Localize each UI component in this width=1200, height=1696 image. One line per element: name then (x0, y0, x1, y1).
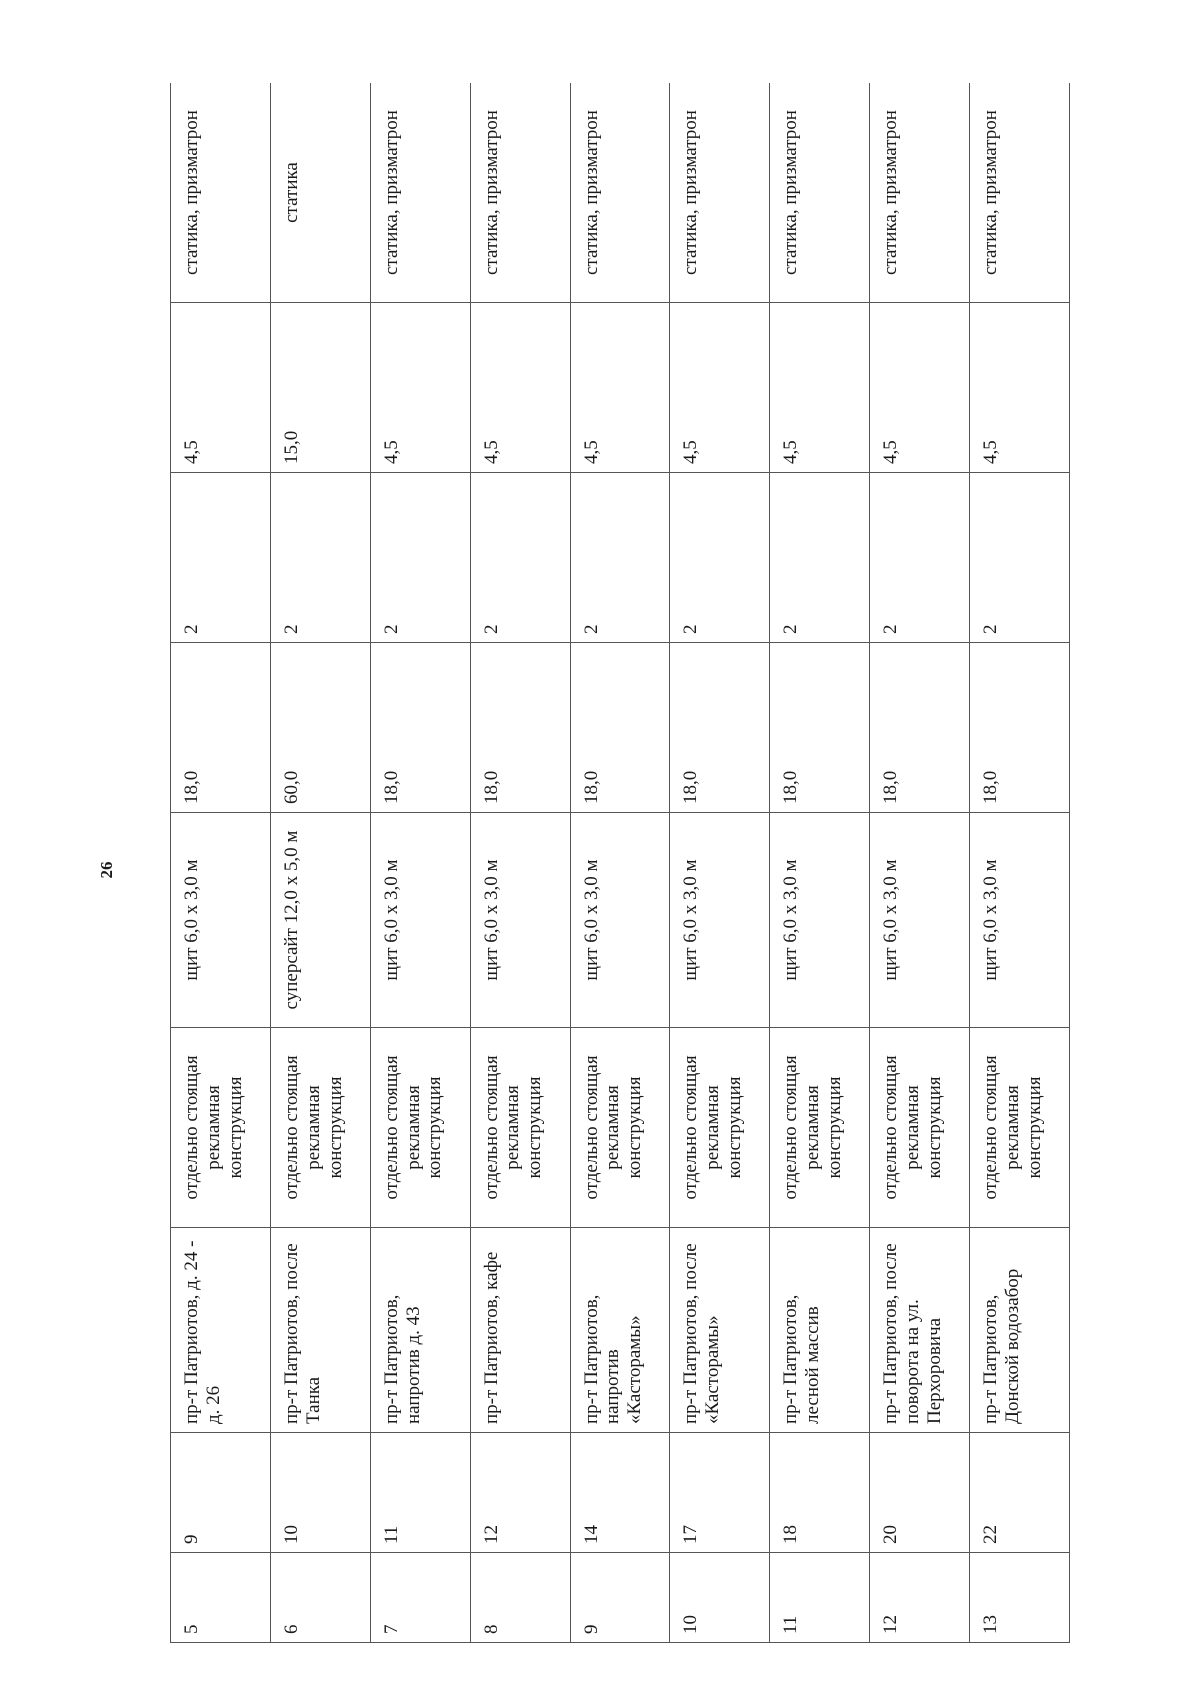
page-number: 26 (97, 861, 116, 879)
value-cell: 4,5 (770, 303, 870, 473)
table-row (670, 83, 770, 1643)
sides-cell: 2 (570, 473, 670, 643)
location-number-cell: 10 (270, 1433, 370, 1553)
area-cell: 18,0 (470, 643, 570, 813)
row-index-cell: 9 (570, 1553, 670, 1643)
value-cell: 4,5 (970, 303, 1070, 473)
value-cell: 4,5 (370, 303, 470, 473)
address-cell: пр-т Патриотов, напротив д. 43 (370, 1228, 470, 1433)
row-index-cell: 11 (770, 1553, 870, 1643)
row-index-cell: 8 (470, 1553, 570, 1643)
table-row (270, 83, 370, 1643)
table-row (370, 83, 470, 1643)
format-cell: щит 6,0 х 3,0 м (770, 813, 870, 1028)
table-row (171, 83, 271, 1643)
structure-type-cell: отдельно стоящая рекламная конструкция (171, 1028, 271, 1228)
value-cell: 15,0 (270, 303, 370, 473)
technology-cell: статика, призматрон (470, 83, 570, 303)
location-number-cell: 12 (470, 1433, 570, 1553)
row-index-cell: 12 (870, 1553, 970, 1643)
structure-type-cell: отдельно стоящая рекламная конструкция (470, 1028, 570, 1228)
address-cell: пр-т Патриотов, после Танка (270, 1228, 370, 1433)
sides-cell: 2 (970, 473, 1070, 643)
row-index-cell: 5 (171, 1553, 271, 1643)
format-cell: щит 6,0 х 3,0 м (470, 813, 570, 1028)
structure-type-cell: отдельно стоящая рекламная конструкция (370, 1028, 470, 1228)
sides-cell: 2 (770, 473, 870, 643)
rotated-table-frame (170, 83, 1070, 1643)
value-cell: 4,5 (670, 303, 770, 473)
format-cell: щит 6,0 х 3,0 м (171, 813, 271, 1028)
address-cell: пр-т Патриотов, д. 24 - д. 26 (171, 1228, 271, 1433)
area-cell: 18,0 (570, 643, 670, 813)
value-cell: 4,5 (171, 303, 271, 473)
technology-cell: статика, призматрон (970, 83, 1070, 303)
placement-table (170, 83, 1070, 1643)
table-row (970, 83, 1070, 1643)
structure-type-cell: отдельно стоящая рекламная конструкция (970, 1028, 1070, 1228)
sides-cell: 2 (870, 473, 970, 643)
location-number-cell: 14 (570, 1433, 670, 1553)
table-row (770, 83, 870, 1643)
row-index-cell: 7 (370, 1553, 470, 1643)
structure-type-cell: отдельно стоящая рекламная конструкция (570, 1028, 670, 1228)
row-index-cell: 6 (270, 1553, 370, 1643)
location-number-cell: 18 (770, 1433, 870, 1553)
address-cell: пр-т Патриотов, напротив «Касторамы» (570, 1228, 670, 1433)
structure-type-cell: отдельно стоящая рекламная конструкция (770, 1028, 870, 1228)
format-cell: щит 6,0 х 3,0 м (370, 813, 470, 1028)
location-number-cell: 22 (970, 1433, 1070, 1553)
area-cell: 18,0 (870, 643, 970, 813)
address-cell: пр-т Патриотов, Донской водозабор (970, 1228, 1070, 1433)
table-body (171, 83, 1070, 1643)
technology-cell: статика, призматрон (770, 83, 870, 303)
table-container (170, 83, 1070, 1643)
technology-cell: статика, призматрон (570, 83, 670, 303)
structure-type-cell: отдельно стоящая рекламная конструкция (270, 1028, 370, 1228)
area-cell: 18,0 (970, 643, 1070, 813)
table-row (470, 83, 570, 1643)
address-cell: пр-т Патриотов, лесной массив (770, 1228, 870, 1433)
table-row (870, 83, 970, 1643)
area-cell: 18,0 (171, 643, 271, 813)
technology-cell: статика, призматрон (370, 83, 470, 303)
address-cell: пр-т Патриотов, после поворота на ул. Перхоровича (870, 1228, 970, 1433)
format-cell: суперсайт 12,0 х 5,0 м (270, 813, 370, 1028)
technology-cell: статика, призматрон (870, 83, 970, 303)
sides-cell: 2 (370, 473, 470, 643)
area-cell: 60,0 (270, 643, 370, 813)
address-cell: пр-т Патриотов, кафе (470, 1228, 570, 1433)
area-cell: 18,0 (770, 643, 870, 813)
location-number-cell: 11 (370, 1433, 470, 1553)
sides-cell: 2 (171, 473, 271, 643)
format-cell: щит 6,0 х 3,0 м (570, 813, 670, 1028)
address-cell: пр-т Патриотов, после «Касторамы» (670, 1228, 770, 1433)
value-cell: 4,5 (870, 303, 970, 473)
format-cell: щит 6,0 х 3,0 м (870, 813, 970, 1028)
format-cell: щит 6,0 х 3,0 м (970, 813, 1070, 1028)
technology-cell: статика, призматрон (670, 83, 770, 303)
structure-type-cell: отдельно стоящая рекламная конструкция (670, 1028, 770, 1228)
sides-cell: 2 (670, 473, 770, 643)
value-cell: 4,5 (570, 303, 670, 473)
area-cell: 18,0 (370, 643, 470, 813)
location-number-cell: 17 (670, 1433, 770, 1553)
area-cell: 18,0 (670, 643, 770, 813)
row-index-cell: 13 (970, 1553, 1070, 1643)
table-row (570, 83, 670, 1643)
technology-cell: статика, призматрон (171, 83, 271, 303)
location-number-cell: 9 (171, 1433, 271, 1553)
sides-cell: 2 (470, 473, 570, 643)
technology-cell: статика (270, 83, 370, 303)
value-cell: 4,5 (470, 303, 570, 473)
sides-cell: 2 (270, 473, 370, 643)
location-number-cell: 20 (870, 1433, 970, 1553)
row-index-cell: 10 (670, 1553, 770, 1643)
format-cell: щит 6,0 х 3,0 м (670, 813, 770, 1028)
structure-type-cell: отдельно стоящая рекламная конструкция (870, 1028, 970, 1228)
